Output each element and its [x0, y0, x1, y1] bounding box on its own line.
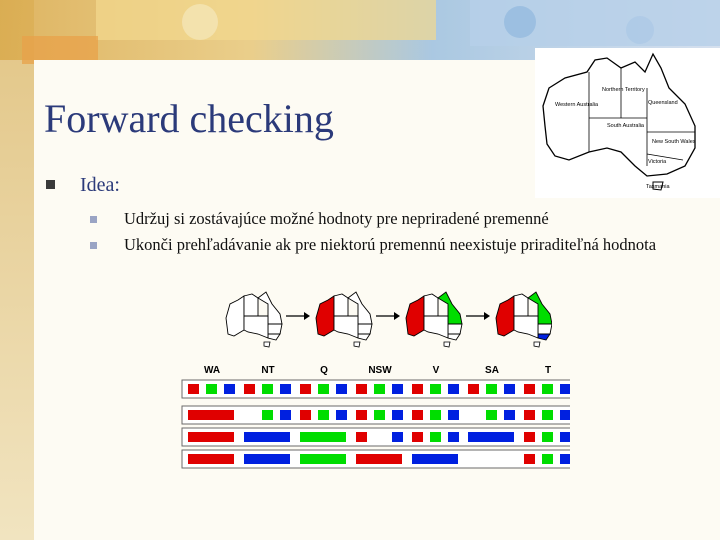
- domain-value-blue: [560, 454, 570, 464]
- domain-value-green: [542, 432, 553, 442]
- domain-value-blue: [336, 410, 347, 420]
- map-state-wa: [316, 296, 334, 336]
- step-map: [226, 292, 310, 347]
- domain-value-green: [300, 432, 346, 442]
- step-map: [316, 292, 400, 347]
- step-map: [496, 292, 552, 347]
- domain-value-green: [300, 454, 346, 464]
- domain-value-red: [412, 384, 423, 394]
- map-state-nt: [334, 294, 348, 316]
- sub-bullet-2: Ukonči prehľadávanie ak pre niektorú premennú neexistuje priraditeľná hodnota: [124, 235, 657, 254]
- map-label-south-australia: South Australia: [607, 123, 644, 129]
- sub-bullet-icon: [90, 216, 97, 223]
- domain-value-green: [374, 384, 385, 394]
- domain-value-green: [262, 384, 273, 394]
- domain-value-green: [542, 410, 553, 420]
- domain-value-green: [430, 384, 441, 394]
- map-state-nsw: [538, 324, 552, 334]
- domain-value-blue: [412, 454, 458, 464]
- domain-value-red: [188, 384, 199, 394]
- domain-value-green: [430, 410, 441, 420]
- sub-bullet-icon: [90, 242, 97, 249]
- domain-value-blue: [560, 410, 570, 420]
- map-state-v: [538, 334, 550, 340]
- domain-value-green: [262, 410, 273, 420]
- domain-value-red: [524, 454, 535, 464]
- domain-value-red: [356, 432, 367, 442]
- domain-value-green: [542, 454, 553, 464]
- domain-value-green: [318, 410, 329, 420]
- map-state-v: [268, 334, 280, 340]
- domain-value-green: [318, 384, 329, 394]
- map-label-western-australia: Western Australia: [555, 102, 599, 108]
- domain-value-green: [430, 432, 441, 442]
- map-state-nt: [244, 294, 258, 316]
- domain-value-green: [486, 410, 497, 420]
- map-state-nsw: [358, 324, 372, 334]
- table-header: WA: [203, 365, 221, 376]
- bullet-idea: Idea:: [80, 174, 120, 196]
- arrow-head-icon: [394, 312, 400, 320]
- map-label-tasmania: Tasmania: [646, 184, 670, 190]
- arrow-head-icon: [304, 312, 310, 320]
- map-state-wa: [226, 296, 244, 336]
- step-map: [406, 292, 490, 347]
- domain-value-green: [374, 410, 385, 420]
- domain-value-red: [412, 410, 423, 420]
- domain-value-red: [188, 410, 234, 420]
- map-state-nsw: [268, 324, 282, 334]
- domain-value-red: [356, 384, 367, 394]
- map-state-t: [444, 342, 450, 347]
- bullet-square-icon: [46, 180, 55, 189]
- table-header: SA: [485, 365, 499, 376]
- map-state-t: [354, 342, 360, 347]
- map-state-sa: [334, 316, 358, 338]
- domain-value-blue: [224, 384, 235, 394]
- map-state-sa: [424, 316, 448, 338]
- domain-value-green: [206, 384, 217, 394]
- table-header: T: [544, 365, 552, 376]
- domain-value-blue: [392, 410, 403, 420]
- table-header: V: [432, 365, 440, 376]
- domain-value-blue: [560, 432, 570, 442]
- table-header: Q: [320, 365, 328, 376]
- domain-value-blue: [448, 384, 459, 394]
- domain-value-blue: [244, 454, 290, 464]
- map-state-sa: [244, 316, 268, 338]
- map-state-nt: [424, 294, 438, 316]
- map-state-nt: [514, 294, 528, 316]
- domain-value-red: [524, 384, 535, 394]
- domain-value-red: [356, 454, 402, 464]
- domain-value-red: [524, 410, 535, 420]
- slide-title: Forward checking: [44, 96, 334, 141]
- domain-value-red: [244, 384, 255, 394]
- domain-value-red: [356, 410, 367, 420]
- forward-checking-table: [180, 358, 570, 476]
- arrow-head-icon: [484, 312, 490, 320]
- search-progress-maps: [222, 290, 552, 350]
- domain-value-blue: [504, 384, 515, 394]
- table-header: NT: [261, 365, 275, 376]
- domain-value-red: [300, 410, 311, 420]
- domain-value-blue: [336, 384, 347, 394]
- map-state-t: [264, 342, 270, 347]
- domain-value-red: [300, 384, 311, 394]
- australia-map: [535, 48, 720, 198]
- domain-value-blue: [244, 432, 290, 442]
- map-state-t: [534, 342, 540, 347]
- domain-value-blue: [504, 410, 515, 420]
- domain-value-red: [412, 432, 423, 442]
- map-state-v: [448, 334, 460, 340]
- domain-value-blue: [560, 384, 570, 394]
- domain-value-red: [188, 454, 234, 464]
- map-state-sa: [514, 316, 538, 338]
- domain-value-red: [188, 432, 234, 442]
- domain-value-green: [486, 384, 497, 394]
- map-label-new-south-wales: New South Wales: [652, 139, 696, 145]
- domain-value-blue: [448, 432, 459, 442]
- map-label-northern-territory: Northern Territory: [602, 87, 645, 93]
- domain-value-blue: [392, 432, 403, 442]
- map-label-victoria: Victoria: [648, 159, 667, 165]
- domain-value-red: [468, 384, 479, 394]
- map-label-queensland: Queensland: [648, 100, 678, 106]
- table-header: NSW: [368, 365, 392, 376]
- domain-value-red: [524, 432, 535, 442]
- map-state-wa: [406, 296, 424, 336]
- domain-value-blue: [468, 432, 514, 442]
- map-state-wa: [496, 296, 514, 336]
- map-state-v: [358, 334, 370, 340]
- map-state-nsw: [448, 324, 462, 334]
- domain-value-blue: [448, 410, 459, 420]
- domain-value-blue: [392, 384, 403, 394]
- sub-bullet-1: Udržuj si zostávajúce možné hodnoty pre nepriradené premenné: [124, 209, 549, 228]
- domain-value-blue: [280, 384, 291, 394]
- domain-value-green: [542, 384, 553, 394]
- domain-value-blue: [280, 410, 291, 420]
